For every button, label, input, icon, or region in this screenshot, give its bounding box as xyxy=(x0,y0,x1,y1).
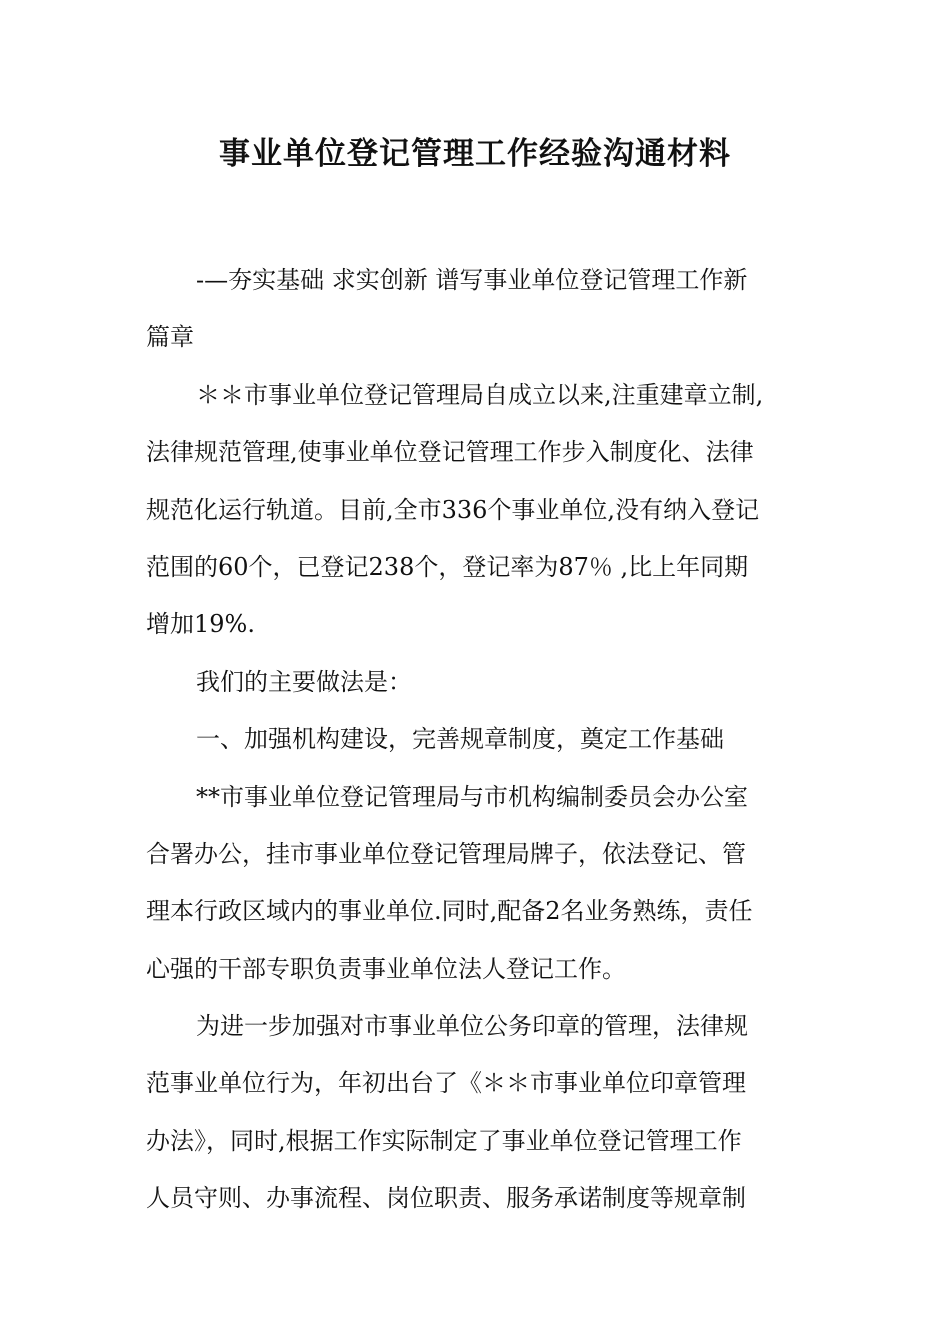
paragraph-3-line-4: 心强的干部专职负责事业单位法人登记工作。 xyxy=(146,954,626,983)
section-heading-1: 一、加强机构建设，完善规章制度，奠定工作基础 xyxy=(196,725,724,754)
paragraph-4-line-2: 范事业单位行为，年初出台了《＊＊市事业单位印章管理 xyxy=(146,1069,746,1098)
paragraph-1-line-3: 规范化运行轨道。目前,全市336个事业单位,没有纳入登记 xyxy=(146,495,760,524)
subtitle-line-1: -—夯实基础 求实创新 谱写事业单位登记管理工作新 xyxy=(196,266,748,294)
paragraph-4-line-3: 办法》，同时,根据工作实际制定了事业单位登记管理工作 xyxy=(146,1126,742,1155)
subtitle-line-2: 篇章 xyxy=(146,323,194,352)
paragraph-3-line-2: 合署办公，挂市事业单位登记管理局牌子，依法登记、管 xyxy=(146,839,746,868)
paragraph-1-line-5: 增加19%. xyxy=(146,610,255,639)
document-body xyxy=(146,252,804,1228)
paragraph-1-line-4: 范围的60个，已登记238个，登记率为87％ ,比上年同期 xyxy=(146,552,749,581)
paragraph-3-line-3: 理本行政区域内的事业单位.同时,配备2名业务熟练，责任 xyxy=(146,897,753,926)
paragraph-4-line-4: 人员守则、办事流程、岗位职责、服务承诺制度等规章制 xyxy=(146,1184,746,1213)
paragraph-2-line-1: 我们的主要做法是： xyxy=(196,667,412,696)
paragraph-4-line-1: 为进一步加强对市事业单位公务印章的管理，法律规 xyxy=(196,1012,748,1041)
paragraph-1-line-1: ＊＊市事业单位登记管理局自成立以来,注重建章立制, xyxy=(196,380,764,409)
paragraph-3-line-1: **市事业单位登记管理局与市机构编制委员会办公室 xyxy=(196,782,748,811)
document-title: 事业单位登记管理工作经验沟通材料 xyxy=(219,136,731,172)
paragraph-1-line-2: 法律规范管理,使事业单位登记管理工作步入制度化、法律 xyxy=(146,438,754,467)
